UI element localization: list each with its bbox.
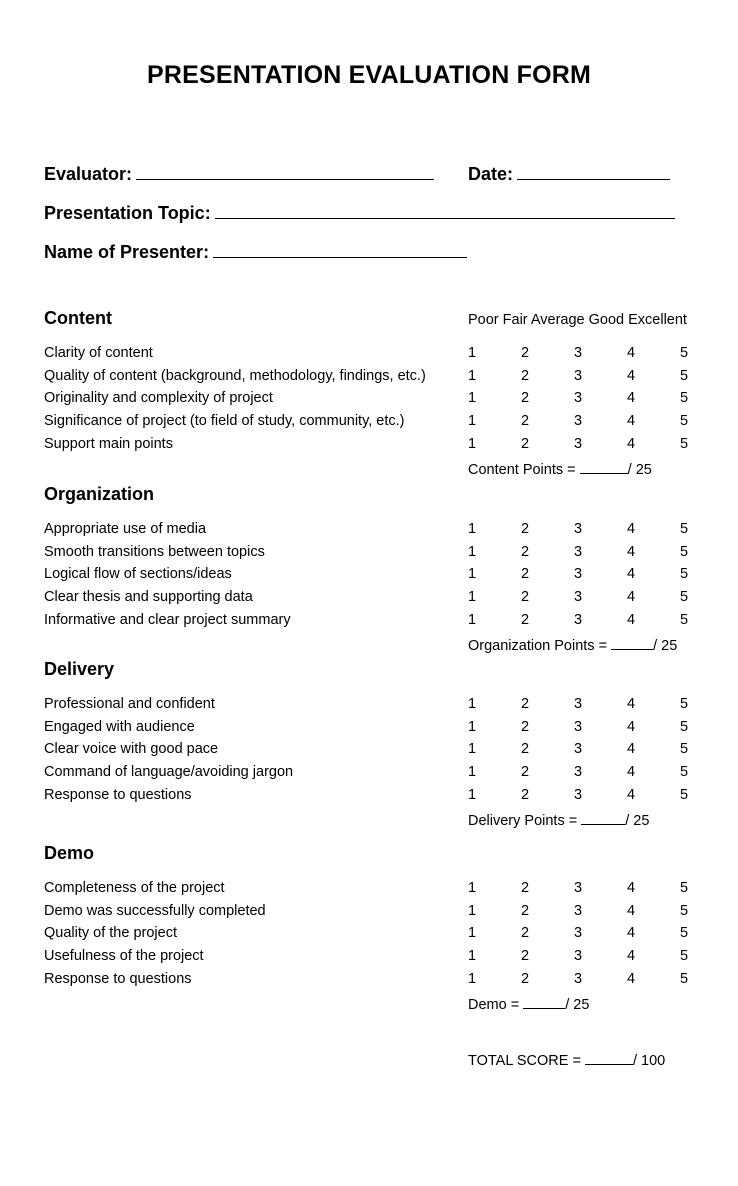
rating-option-2[interactable]: 2 xyxy=(520,368,530,384)
rating-option-5[interactable]: 5 xyxy=(679,787,689,803)
rating-option-1[interactable]: 1 xyxy=(467,566,477,582)
criterion-label: Quality of content (background, methodology, findings, etc.) xyxy=(44,368,426,384)
rating-option-2[interactable]: 2 xyxy=(520,948,530,964)
criterion-label: Informative and clear project summary xyxy=(44,612,291,628)
criterion-label: Professional and confident xyxy=(44,696,215,712)
total-score-label: TOTAL SCORE = xyxy=(468,1053,581,1069)
form-title: PRESENTATION EVALUATION FORM xyxy=(146,61,591,89)
rating-option-5[interactable]: 5 xyxy=(679,544,689,560)
rating-option-5[interactable]: 5 xyxy=(679,612,689,628)
section-title-demo: Demo xyxy=(44,843,95,863)
section-points-label: Delivery Points = xyxy=(468,813,578,829)
rating-option-3[interactable]: 3 xyxy=(573,903,583,919)
criterion-label: Originality and complexity of project xyxy=(44,390,273,406)
topic-label: Presentation Topic: xyxy=(44,203,211,223)
rating-option-4[interactable]: 4 xyxy=(626,948,636,964)
presenter-input-line[interactable] xyxy=(213,239,467,258)
rating-option-1[interactable]: 1 xyxy=(467,544,477,560)
rating-option-3[interactable]: 3 xyxy=(573,764,583,780)
rating-option-3[interactable]: 3 xyxy=(573,925,583,941)
rating-option-4[interactable]: 4 xyxy=(626,880,636,896)
criterion-label: Demo was successfully completed xyxy=(44,903,266,919)
rating-option-4[interactable]: 4 xyxy=(626,368,636,384)
criterion-label: Appropriate use of media xyxy=(44,521,207,537)
section-points-max: / 25 xyxy=(565,997,590,1013)
section-points-demo xyxy=(468,994,589,1013)
rating-option-3[interactable]: 3 xyxy=(573,948,583,964)
rating-option-3[interactable]: 3 xyxy=(573,368,583,384)
section-points-max: / 25 xyxy=(625,813,650,829)
rating-option-2[interactable]: 2 xyxy=(520,589,530,605)
rating-option-4[interactable]: 4 xyxy=(626,566,636,582)
rating-option-5[interactable]: 5 xyxy=(679,948,689,964)
rating-option-4[interactable]: 4 xyxy=(626,741,636,757)
rating-option-2[interactable]: 2 xyxy=(520,925,530,941)
rating-option-5[interactable]: 5 xyxy=(679,719,689,735)
criterion-label: Clear voice with good pace xyxy=(44,741,219,757)
rating-option-4[interactable]: 4 xyxy=(626,390,636,406)
rating-option-2[interactable]: 2 xyxy=(520,544,530,560)
rating-option-4[interactable]: 4 xyxy=(626,521,636,537)
rating-option-4[interactable]: 4 xyxy=(626,589,636,605)
section-points-label: Demo = xyxy=(468,997,520,1013)
rating-option-1[interactable]: 1 xyxy=(467,764,477,780)
rating-option-2[interactable]: 2 xyxy=(520,436,530,452)
rating-option-5[interactable]: 5 xyxy=(679,925,689,941)
rating-option-5[interactable]: 5 xyxy=(679,390,689,406)
rating-option-2[interactable]: 2 xyxy=(520,612,530,628)
section-points-organization xyxy=(468,635,677,654)
rating-option-1[interactable]: 1 xyxy=(467,719,477,735)
section-points-blank[interactable] xyxy=(523,994,565,1009)
rating-option-1[interactable]: 1 xyxy=(467,971,477,987)
section-points-label: Organization Points = xyxy=(468,638,608,654)
rating-option-4[interactable]: 4 xyxy=(626,764,636,780)
section-title-delivery: Delivery xyxy=(44,659,115,679)
date-input-line[interactable] xyxy=(517,161,670,180)
rating-option-2[interactable]: 2 xyxy=(520,521,530,537)
rating-option-5[interactable]: 5 xyxy=(679,368,689,384)
rating-option-1[interactable]: 1 xyxy=(467,696,477,712)
evaluator-field xyxy=(44,161,434,185)
criterion-label: Usefulness of the project xyxy=(44,948,204,964)
criterion-label: Response to questions xyxy=(44,787,192,803)
rating-option-4[interactable]: 4 xyxy=(626,612,636,628)
criterion-label: Quality of the project xyxy=(44,925,177,941)
section-points-content xyxy=(468,459,652,478)
rating-option-4[interactable]: 4 xyxy=(626,345,636,361)
rating-option-5[interactable]: 5 xyxy=(679,741,689,757)
rating-option-4[interactable]: 4 xyxy=(626,925,636,941)
rating-option-4[interactable]: 4 xyxy=(626,413,636,429)
rating-option-1[interactable]: 1 xyxy=(467,925,477,941)
total-score-blank[interactable] xyxy=(585,1050,633,1065)
rating-option-3[interactable]: 3 xyxy=(573,390,583,406)
rating-option-3[interactable]: 3 xyxy=(573,719,583,735)
evaluator-label: Evaluator: xyxy=(44,164,133,184)
rating-option-3[interactable]: 3 xyxy=(573,612,583,628)
rating-option-4[interactable]: 4 xyxy=(626,696,636,712)
rating-option-3[interactable]: 3 xyxy=(573,566,583,582)
rating-option-3[interactable]: 3 xyxy=(573,544,583,560)
rating-option-5[interactable]: 5 xyxy=(679,413,689,429)
date-field xyxy=(468,161,670,185)
rating-option-3[interactable]: 3 xyxy=(573,696,583,712)
rating-option-1[interactable]: 1 xyxy=(467,521,477,537)
section-points-label: Content Points = xyxy=(468,462,576,478)
rating-option-5[interactable]: 5 xyxy=(679,521,689,537)
rating-option-4[interactable]: 4 xyxy=(626,787,636,803)
criterion-label: Support main points xyxy=(44,436,173,452)
rating-option-2[interactable]: 2 xyxy=(520,696,530,712)
section-points-max: / 25 xyxy=(627,462,652,478)
rating-option-3[interactable]: 3 xyxy=(573,436,583,452)
rating-option-3[interactable]: 3 xyxy=(573,787,583,803)
criterion-label: Engaged with audience xyxy=(44,719,195,735)
rating-option-2[interactable]: 2 xyxy=(520,880,530,896)
section-title-content: Content xyxy=(44,308,112,328)
rating-option-3[interactable]: 3 xyxy=(573,880,583,896)
rating-option-5[interactable]: 5 xyxy=(679,764,689,780)
rating-option-2[interactable]: 2 xyxy=(520,903,530,919)
rating-option-4[interactable]: 4 xyxy=(626,903,636,919)
rating-option-5[interactable]: 5 xyxy=(679,345,689,361)
criterion-label: Command of language/avoiding jargon xyxy=(44,764,294,780)
rating-option-1[interactable]: 1 xyxy=(467,787,477,803)
rating-option-5[interactable]: 5 xyxy=(679,696,689,712)
section-points-delivery xyxy=(468,810,649,829)
rating-option-4[interactable]: 4 xyxy=(626,971,636,987)
total-score xyxy=(468,1050,665,1069)
rating-option-5[interactable]: 5 xyxy=(679,566,689,582)
rating-option-2[interactable]: 2 xyxy=(520,566,530,582)
rating-option-1[interactable]: 1 xyxy=(467,948,477,964)
rating-option-5[interactable]: 5 xyxy=(679,589,689,605)
criterion-label: Clear thesis and supporting data xyxy=(44,589,253,605)
presenter-field xyxy=(44,239,467,263)
criterion-label: Clarity of content xyxy=(44,345,153,361)
criterion-label: Significance of project (to field of study, community, etc.) xyxy=(44,413,405,429)
rating-option-5[interactable]: 5 xyxy=(679,880,689,896)
criterion-label: Smooth transitions between topics xyxy=(44,544,265,560)
criterion-label: Response to questions xyxy=(44,971,192,987)
rating-option-1[interactable]: 1 xyxy=(467,589,477,605)
rating-option-5[interactable]: 5 xyxy=(679,436,689,452)
topic-input-line[interactable] xyxy=(215,200,675,219)
section-points-blank[interactable] xyxy=(611,635,653,650)
rating-scale-header: Poor Fair Average Good Excellent xyxy=(468,312,687,328)
rating-option-1[interactable]: 1 xyxy=(467,903,477,919)
total-score-max: / 100 xyxy=(632,1053,666,1069)
section-title-organization: Organization xyxy=(44,484,155,504)
rating-option-1[interactable]: 1 xyxy=(467,880,477,896)
presenter-label: Name of Presenter: xyxy=(44,242,210,262)
section-points-max: / 25 xyxy=(653,638,678,654)
section-points-blank[interactable] xyxy=(581,810,625,825)
rating-option-2[interactable]: 2 xyxy=(520,345,530,361)
rating-option-5[interactable]: 5 xyxy=(679,903,689,919)
rating-option-2[interactable]: 2 xyxy=(520,787,530,803)
rating-option-2[interactable]: 2 xyxy=(520,390,530,406)
rating-option-3[interactable]: 3 xyxy=(573,521,583,537)
rating-option-1[interactable]: 1 xyxy=(467,612,477,628)
rating-option-4[interactable]: 4 xyxy=(626,719,636,735)
topic-field xyxy=(44,200,675,224)
rating-option-1[interactable]: 1 xyxy=(467,413,477,429)
rating-option-3[interactable]: 3 xyxy=(573,741,583,757)
rating-option-2[interactable]: 2 xyxy=(520,719,530,735)
rating-option-2[interactable]: 2 xyxy=(520,741,530,757)
rating-option-1[interactable]: 1 xyxy=(467,390,477,406)
evaluator-input-line[interactable] xyxy=(136,161,434,180)
rating-option-3[interactable]: 3 xyxy=(573,589,583,605)
rating-option-2[interactable]: 2 xyxy=(520,971,530,987)
rating-option-3[interactable]: 3 xyxy=(573,345,583,361)
rating-option-3[interactable]: 3 xyxy=(573,413,583,429)
criterion-label: Completeness of the project xyxy=(44,880,225,896)
criterion-label: Logical flow of sections/ideas xyxy=(44,566,232,582)
date-label: Date: xyxy=(468,164,514,184)
rating-option-1[interactable]: 1 xyxy=(467,436,477,452)
rating-option-1[interactable]: 1 xyxy=(467,368,477,384)
rating-option-2[interactable]: 2 xyxy=(520,413,530,429)
rating-option-3[interactable]: 3 xyxy=(573,971,583,987)
rating-option-4[interactable]: 4 xyxy=(626,544,636,560)
rating-option-1[interactable]: 1 xyxy=(467,345,477,361)
rating-option-4[interactable]: 4 xyxy=(626,436,636,452)
rating-option-5[interactable]: 5 xyxy=(679,971,689,987)
section-points-blank[interactable] xyxy=(580,459,628,474)
rating-option-1[interactable]: 1 xyxy=(467,741,477,757)
rating-option-2[interactable]: 2 xyxy=(520,764,530,780)
